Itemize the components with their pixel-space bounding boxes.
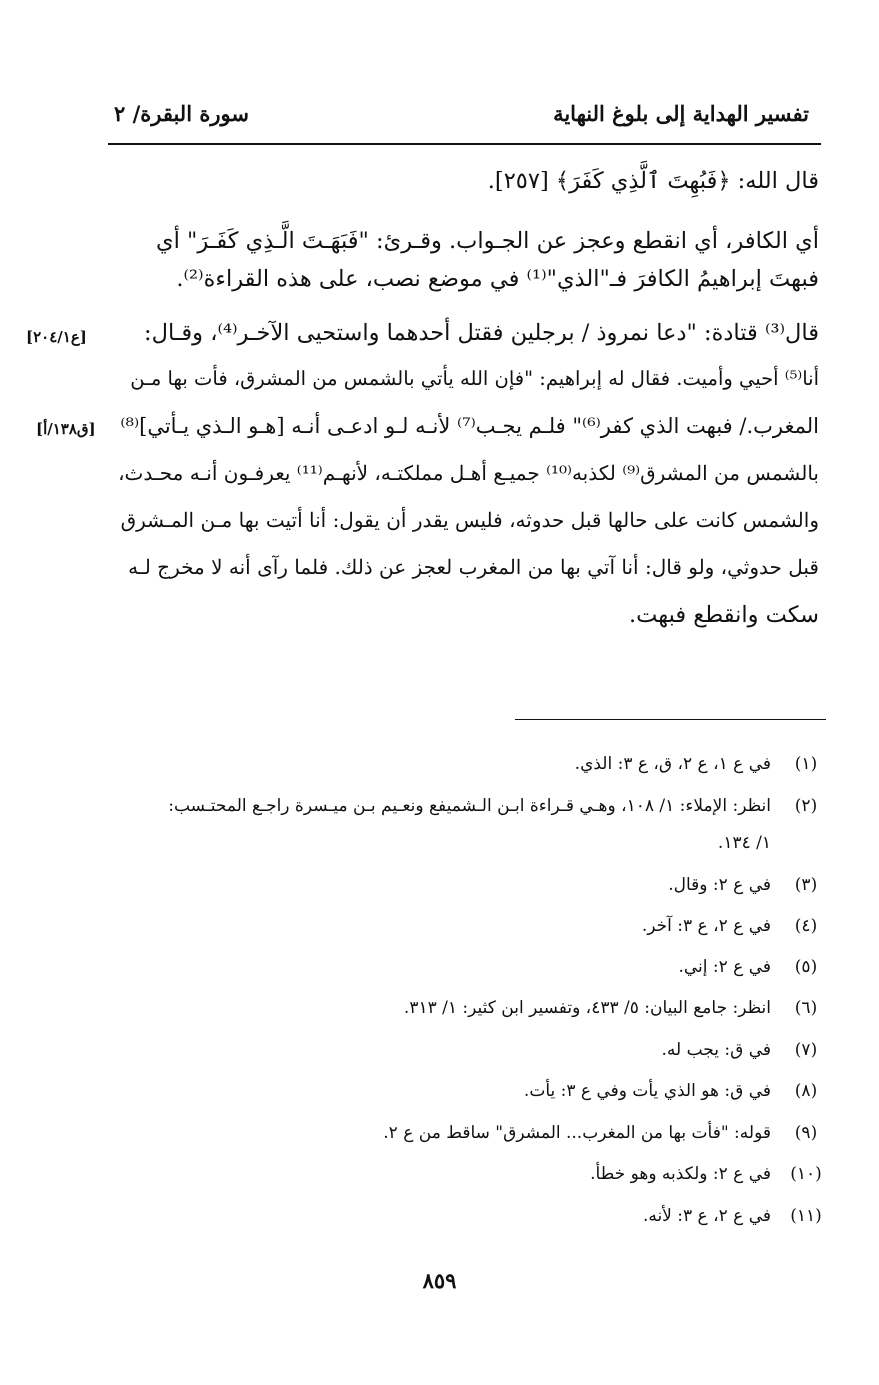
footnote-separator	[515, 719, 826, 720]
surah-header: سورة البقرة/ ٢	[114, 101, 249, 126]
footnote-text: انظر: الإملاء: ١/ ١٠٨، وهـي قـراءة ابـن الـشميفع ونعـيم بـن ميـسرة راجـع المحتـسب:	[168, 796, 771, 816]
footnote-text: في ق: هو الذي يأت وفي ع ٣: يأت.	[523, 1081, 771, 1101]
footnote-text: في ق: يجب له.	[661, 1040, 771, 1060]
footnote-text: في ع ١، ع ٢، ق، ع ٣: الذي.	[574, 754, 771, 774]
footnote-number: (٢)	[794, 796, 818, 816]
body-line-6: المغرب./ فبهت الذي كفر⁽⁶⁾" فلـم يجـب⁽⁷⁾ لأنـه لـو ادعـى أنـه [هـو الـذي يـأتي]⁽⁸⁾	[120, 414, 819, 438]
footnote-text: في ع ٢، ع ٣: آخر.	[641, 916, 771, 936]
header-rule	[108, 143, 821, 145]
body-line-5: أنا⁽⁵⁾ أحيي وأميت. فقال له إبراهيم: "فإن الله يأتي بالشمس من المشرق، فأت بها مـن	[130, 367, 819, 390]
body-line-2: أي الكافر، أي انقطع وعجز عن الجـواب. وقـرئ: "فَبَهَـتَ الَّـذِي كَفَـرَ" أي	[156, 228, 819, 254]
running-title: تفسير الهداية إلى بلوغ النهاية	[553, 101, 809, 126]
body-line-8: والشمس كانت على حالها قبل حدوثه، فليس يقدر أن يقول: أنا أتيت بها مـن المـشرق	[120, 508, 819, 532]
footnote-number: (٧)	[794, 1040, 818, 1060]
body-line-4: قال⁽³⁾ قتادة: "دعا نمروذ / برجلين فقتل أحدهما واستحيى الآخـر⁽⁴⁾، وقـال:	[144, 320, 819, 346]
footnote-text: في ع ٢: وقال.	[668, 875, 771, 895]
footnote-text: في ع ٢: إني.	[678, 957, 771, 977]
footnote-text: انظر: جامع البيان: ٥/ ٤٣٣، وتفسير ابن كثير: ١/ ٣١٣.	[403, 998, 771, 1018]
footnote-number: (٣)	[794, 875, 818, 895]
footnote-number: (٤)	[794, 916, 818, 936]
body-line-7: بالشمس من المشرق⁽⁹⁾ لكذبه⁽¹⁰⁾ جميـع أهـل مملكتـه، لأنهـم⁽¹¹⁾ يعرفـون أنـه محـدث،	[118, 461, 819, 485]
footnote-number: (٨)	[794, 1081, 818, 1101]
footnote-number: (٩)	[794, 1123, 818, 1143]
body-line-10: سكت وانقطع فبهت.	[628, 602, 819, 628]
page-number: ٨٥٩	[422, 1268, 457, 1293]
body-line-9: قبل حدوثي، ولو قال: أنا آتي بها من المغرب لعجز عن ذلك. فلما رآى أنه لا مخرج لـه	[128, 555, 819, 579]
body-line-3: فبهتَ إبراهيمُ الكافرَ فـ"الذي"⁽¹⁾ في موضع نصب، على هذه القراءة⁽²⁾.	[176, 266, 819, 292]
footnote-number: (١٠)	[790, 1164, 822, 1184]
footnote-number: (٥)	[794, 957, 818, 977]
body-line-1: قال الله: ﴿فَبُهِتَ ٱلَّذِي كَفَرَ﴾ [٢٥٧].	[487, 168, 819, 194]
manuscript-ref-1: [ع٢٠٤/١]	[26, 328, 87, 346]
footnote-number: (١١)	[790, 1206, 822, 1226]
footnote-number: (٦)	[794, 998, 818, 1018]
manuscript-ref-2: [ق١٣٨/أ]	[36, 420, 96, 438]
footnote-text: في ع ٢، ع ٣: لأنه.	[642, 1206, 771, 1226]
footnote-text: في ع ٢: ولكذبه وهو خطأ.	[590, 1164, 771, 1184]
footnote-text-continuation: ١/ ١٣٤.	[717, 833, 771, 853]
footnote-text: قوله: "فأت بها من المغرب... المشرق" ساقط من ع ٢.	[383, 1123, 771, 1143]
footnote-number: (١)	[794, 754, 818, 774]
